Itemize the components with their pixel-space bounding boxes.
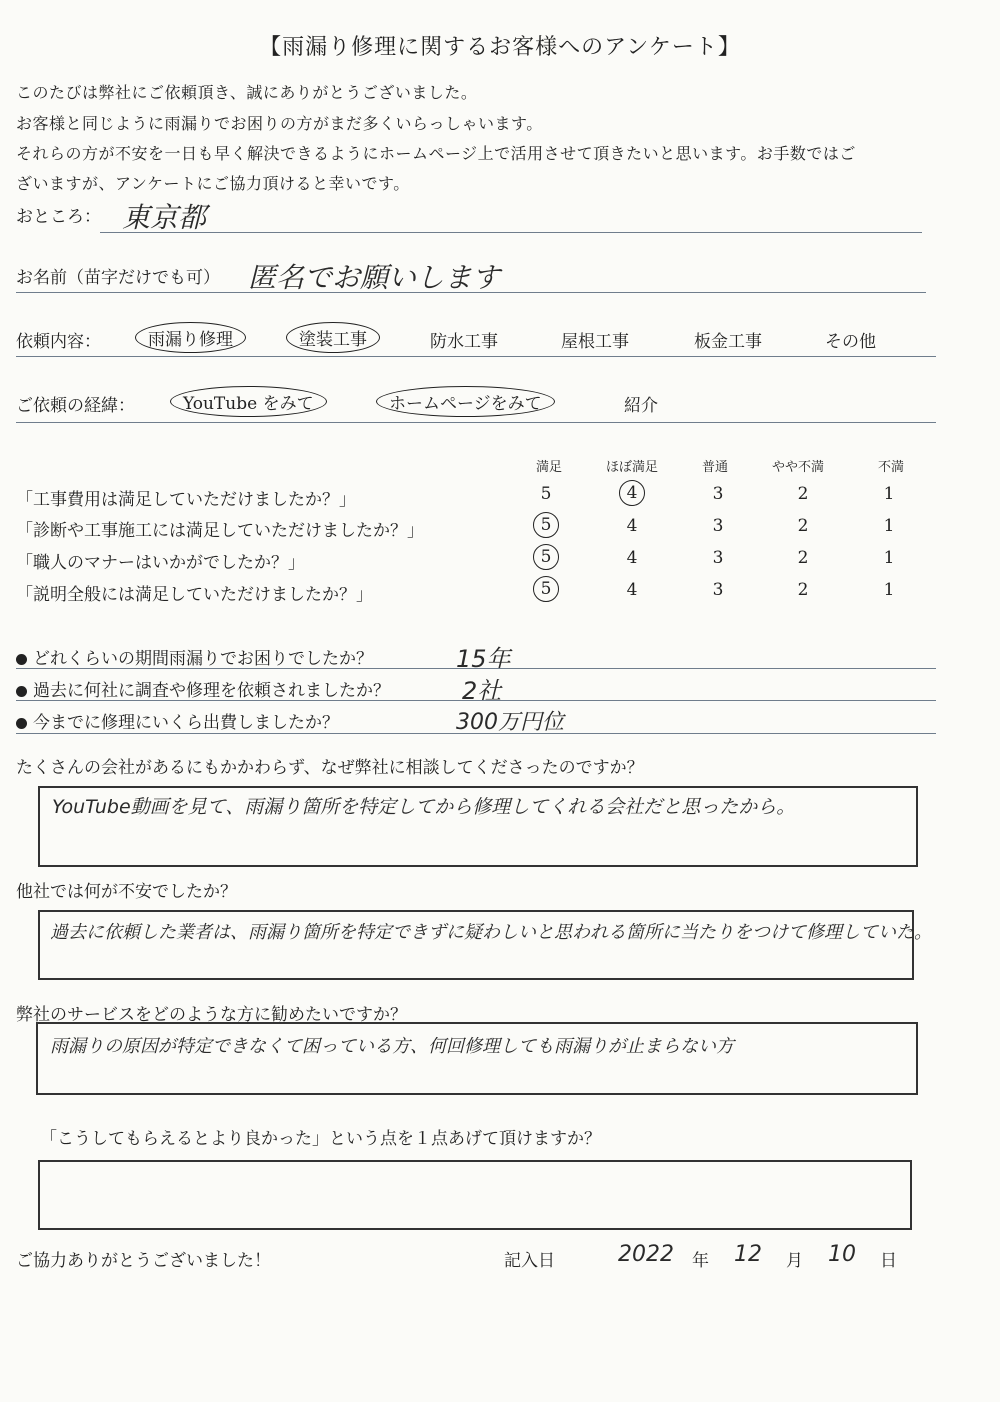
fact-duration-question (16, 644, 373, 669)
improve-question: 「こうしてもらえるとより良かった」という点を１点あげて頂けますか？ (40, 1129, 601, 1149)
rating-col-neutral: 普通 (701, 460, 728, 475)
name-underline (16, 292, 926, 293)
bullet-icon (16, 718, 27, 729)
date-label: 記入日 (504, 1251, 555, 1271)
request-option-label: 雨漏り修理 (135, 322, 246, 353)
rating-explanation-3[interactable]: 3 (712, 580, 724, 600)
rating-explanation-1[interactable]: 1 (883, 580, 895, 600)
rating-question-explanation: 「説明全般には満足していただけましたか？」 (16, 585, 373, 605)
intro-line-2: お客様と同じように雨漏りでお困りの方がまだ多くいらっしゃいます。 (16, 114, 543, 133)
fact-duration-underline (16, 668, 936, 669)
rating-question-cost: 「工事費用は満足していただけましたか？」 (16, 490, 356, 510)
rating-explanation-4[interactable]: 4 (626, 580, 638, 600)
rating-selected-value: 5 (533, 576, 559, 602)
source-option-referral[interactable]: 紹介 (624, 396, 658, 416)
name-label: お名前（苗字だけでも可） (16, 268, 220, 288)
rating-explanation-5[interactable] (526, 576, 566, 602)
rating-explanation-2[interactable]: 2 (797, 580, 809, 600)
improve-answer-box[interactable] (38, 1160, 912, 1230)
request-option-waterproofing[interactable]: 防水工事 (430, 332, 498, 352)
rating-question-manners: 「職人のマナーはいかがでしたか？」 (16, 553, 305, 573)
date-year-unit: 年 (692, 1251, 709, 1271)
address-underline (100, 232, 922, 233)
recommend-answer-box[interactable] (36, 1022, 918, 1095)
fact-cost-question (16, 708, 339, 733)
fact-companies-answer[interactable]: 2社 (462, 677, 502, 705)
name-value[interactable]: 匿名でお願いします (248, 261, 501, 294)
rating-col-somewhat-dissatisfied: やや不満 (771, 460, 824, 475)
fact-companies-question (16, 676, 390, 701)
address-value[interactable]: 東京都 (122, 201, 207, 234)
rating-selected-value: 4 (619, 480, 645, 506)
request-option-roofing[interactable]: 屋根工事 (561, 332, 629, 352)
request-option-painting[interactable] (286, 322, 380, 353)
intro-line-1: このたびは弊社にご依頼頂き、誠にありがとうございました。 (16, 83, 478, 102)
thanks-text: ご協力ありがとうございました！ (16, 1251, 271, 1271)
worry-answer-box[interactable] (38, 910, 932, 980)
rating-workmanship-2[interactable]: 2 (797, 516, 809, 536)
fact-companies-underline (16, 700, 936, 701)
rating-workmanship-3[interactable]: 3 (712, 516, 724, 536)
survey-title: 【雨漏り修理に関するお客様へのアンケート】 (259, 35, 741, 60)
request-option-leak-repair[interactable] (135, 322, 246, 353)
rating-cost-3[interactable]: 3 (712, 484, 724, 504)
source-label: ご依頼の経緯： (16, 396, 135, 416)
date-month[interactable]: 12 (734, 1242, 762, 1267)
rating-manners-5[interactable] (526, 544, 566, 570)
address-label: おところ： (16, 207, 101, 227)
rating-cost-1[interactable]: 1 (883, 484, 895, 504)
rating-manners-4[interactable]: 4 (626, 548, 638, 568)
rating-cost-2[interactable]: 2 (797, 484, 809, 504)
date-day-unit: 日 (880, 1251, 897, 1271)
worry-question: 他社では何が不安でしたか？ (16, 882, 237, 902)
fact-duration-answer[interactable]: 15年 (456, 645, 511, 673)
rating-workmanship-5[interactable] (526, 512, 566, 538)
rating-cost-4[interactable] (612, 480, 652, 506)
fact-cost-underline (16, 733, 936, 734)
rating-workmanship-1[interactable]: 1 (883, 516, 895, 536)
bullet-icon (16, 654, 27, 665)
rating-workmanship-4[interactable]: 4 (626, 516, 638, 536)
rating-col-mostly-satisfied: ほぼ満足 (605, 460, 658, 475)
intro-line-3: それらの方が不安を一日も早く解決できるようにホームページ上で活用させて頂きたいと思います。お手数ではご (16, 144, 856, 163)
recommend-question: 弊社のサービスをどのような方に勧めたいですか？ (16, 1005, 407, 1025)
request-label: 依頼内容： (16, 332, 101, 352)
why-question: たくさんの会社があるにもかかわらず、なぜ弊社に相談してくださったのですか？ (16, 758, 644, 778)
request-option-other[interactable]: その他 (825, 332, 876, 352)
source-option-label: ホームページをみて (376, 386, 555, 417)
date-day[interactable]: 10 (828, 1242, 856, 1267)
rating-manners-2[interactable]: 2 (797, 548, 809, 568)
rating-cost-5[interactable]: 5 (540, 484, 552, 504)
source-option-homepage[interactable] (376, 386, 555, 417)
recommend-answer-text: 雨漏りの原因が特定できなくて困っている方、何回修理しても雨漏りが止まらない方 (50, 1036, 734, 1057)
request-option-sheet-metal[interactable]: 板金工事 (694, 332, 762, 352)
fact-question-text: 今までに修理にいくら出費しましたか？ (33, 713, 339, 733)
source-underline (16, 422, 936, 423)
date-month-unit: 月 (786, 1251, 803, 1271)
intro-line-4: ざいますが、アンケートにご協力頂けると幸いです。 (16, 174, 410, 193)
rating-question-workmanship: 「診断や工事施工には満足していただけましたか？」 (16, 521, 424, 541)
request-option-label: 塗装工事 (286, 322, 380, 353)
rating-selected-value: 5 (533, 544, 559, 570)
why-answer-text: YouTube動画を見て、雨漏り箇所を特定してから修理してくれる会社だと思ったから。 (52, 796, 796, 818)
bullet-icon (16, 686, 27, 697)
fact-cost-answer[interactable]: 300万円位 (456, 710, 564, 735)
request-underline (16, 356, 936, 357)
fact-question-text: どれくらいの期間雨漏りでお困りでしたか？ (33, 649, 373, 669)
rating-selected-value: 5 (533, 512, 559, 538)
source-option-label: YouTube をみて (170, 386, 327, 417)
rating-col-dissatisfied: 不満 (877, 460, 904, 475)
why-answer-box[interactable] (38, 786, 918, 867)
rating-manners-3[interactable]: 3 (712, 548, 724, 568)
date-year[interactable]: 2022 (618, 1242, 674, 1267)
rating-col-satisfied: 満足 (535, 460, 562, 475)
source-option-youtube[interactable] (170, 386, 327, 417)
fact-question-text: 過去に何社に調査や修理を依頼されましたか？ (33, 681, 390, 701)
worry-answer-text: 過去に依頼した業者は、雨漏り箇所を特定できずに疑わしいと思われる箇所に当たりをつけて修理していた。 (50, 922, 932, 943)
rating-manners-1[interactable]: 1 (883, 548, 895, 568)
